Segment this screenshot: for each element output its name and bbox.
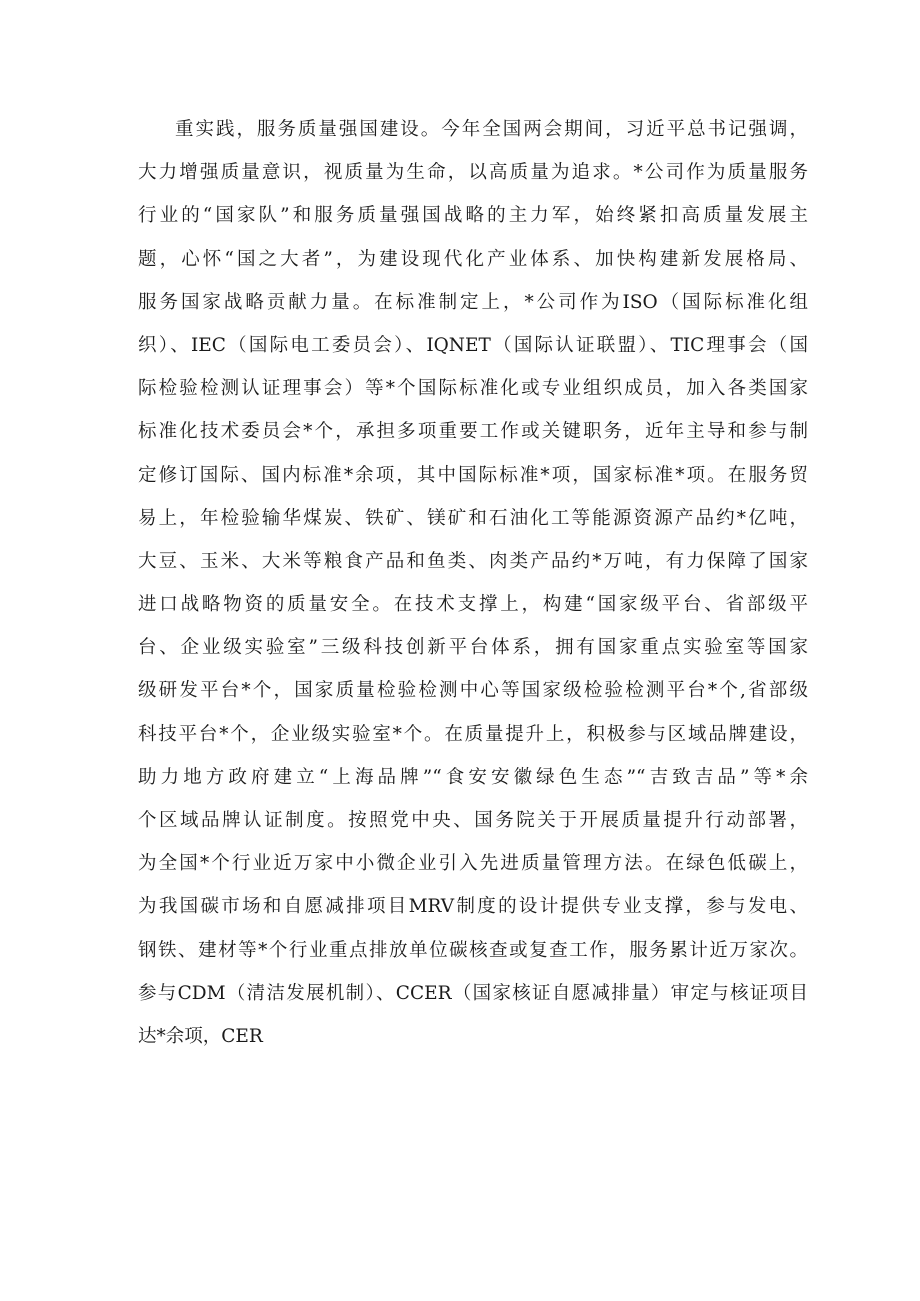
text-line: 助力地方政府建立“上海品牌”“食安安徽绿色生态”“吉致吉品”等*余	[138, 766, 808, 788]
text-line: 织）、IEC（国际电工委员会）、IQNET（国际认证联盟）、TIC理事会（国	[138, 334, 808, 356]
text-line: 大豆、玉米、大米等粮食产品和鱼类、肉类产品约*万吨，有力保障了国家	[138, 550, 808, 572]
text-line: 题，心怀“国之大者”，为建设现代化产业体系、加快构建新发展格局、	[138, 248, 808, 270]
text-line: 行业的“国家队”和服务质量强国战略的主力军，始终紧扣高质量发展主	[138, 205, 808, 227]
text-line: 科技平台*个，企业级实验室*个。在质量提升上，积极参与区域品牌建设，	[138, 723, 808, 745]
text-line: 际检验检测认证理事会）等*个国际标准化或专业组织成员，加入各类国家	[138, 378, 808, 400]
text-line: 为我国碳市场和自愿减排项目MRV制度的设计提供专业支撑，参与发电、	[138, 896, 808, 918]
text-line: 级研发平台*个，国家质量检验检测中心等国家级检验检测平台*个,省部级	[138, 680, 808, 702]
text-line: 参与CDM（清洁发展机制）、CCER（国家核证自愿减排量）审定与核证项目	[138, 982, 808, 1004]
text-line: 大力增强质量意识，视质量为生命，以高质量为追求。*公司作为质量服务	[138, 162, 808, 184]
body-paragraph	[138, 108, 808, 1058]
text-line: 定修订国际、国内标准*余项，其中国际标准*项，国家标准*项。在服务贸	[138, 464, 808, 486]
text-line: 个区域品牌认证制度。按照党中央、国务院关于开展质量提升行动部署，	[138, 810, 808, 831]
text-line: 标准化技术委员会*个，承担多项重要工作或关键职务，近年主导和参与制	[138, 421, 808, 443]
text-line: 为全国*个行业近万家中小微企业引入先进质量管理方法。在绿色低碳上，	[138, 853, 808, 875]
text-line: 重实践，服务质量强国建设。今年全国两会期间，习近平总书记强调，	[175, 119, 808, 140]
text-line: 台、企业级实验室”三级科技创新平台体系，拥有国家重点实验室等国家	[138, 637, 808, 659]
text-line: 钢铁、建材等*个行业重点排放单位碳核查或复查工作，服务累计近万家次。	[138, 939, 808, 961]
text-line: 达*余项，CER	[138, 1025, 263, 1047]
text-line: 服务国家战略贡献力量。在标准制定上，*公司作为ISO（国际标准化组	[138, 291, 808, 313]
text-line: 易上，年检验输华煤炭、铁矿、镁矿和石油化工等能源资源产品约*亿吨，	[138, 507, 808, 529]
text-line: 进口战略物资的质量安全。在技术支撑上，构建“国家级平台、省部级平	[138, 594, 808, 616]
